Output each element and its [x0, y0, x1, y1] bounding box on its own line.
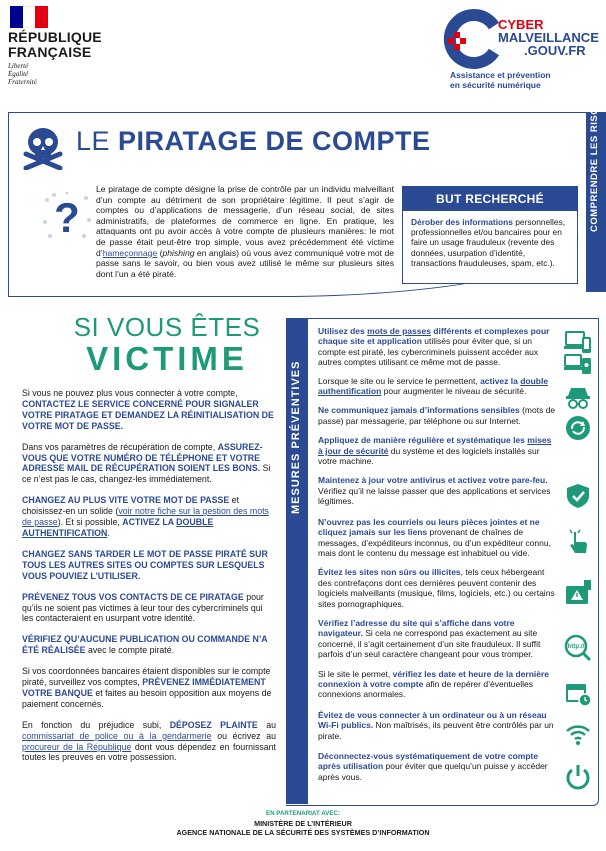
measure-5-bold: Maintenez à jour votre antivirus et activez votre pare-feu. — [318, 475, 548, 486]
measure-4 — [318, 435, 558, 466]
wifi-icon — [564, 720, 592, 748]
measure-9-tail: afin de repérer d’éventuelles connexions anormales. — [318, 678, 533, 700]
step-8-text-2: au — [257, 719, 276, 730]
title-bold: PIRATAGE DE COMPTE — [118, 126, 431, 156]
tagline-line-2: en sécurité numérique — [450, 80, 541, 90]
victim-step-7 — [22, 666, 276, 710]
step-3-text-2: ). Et si possible, — [57, 517, 123, 528]
step-6-text: avec le compte piraté. — [85, 645, 175, 656]
step-5-emphasis: PRÉVENEZ TOUS VOS CONTACTS DE CE PIRATAGE — [22, 591, 244, 602]
password-sheet-link[interactable]: voir notre fiche sur la gestion des mots de passe — [22, 506, 269, 528]
tagline-line-1: Assistance et prévention — [450, 70, 551, 80]
measure-8-bold: Vérifiez l’adresse du site qui s’affiche dans votre navigateur. — [318, 617, 515, 639]
logo-line-1: CYBER — [498, 17, 544, 32]
step-7-tail: et faites au besoin opposition aux moyens de paiement concernés. — [22, 687, 272, 709]
passwords-link[interactable]: mots de passes — [367, 326, 431, 336]
victim-step-3 — [22, 495, 276, 539]
logo-tagline — [450, 70, 590, 90]
shield-check-icon — [564, 482, 592, 510]
double-auth-link[interactable]: DOUBLE AUTHENTIFICATION — [22, 517, 214, 538]
logo-text — [498, 18, 599, 57]
step-8-tail: dont vous dépendez en fournissant toutes les preuves en votre possession. — [22, 741, 276, 763]
intro-part-3: en anglais) où vous avez communiqué votre mot de passe sans le savoir, ou bien vous avez utilisé le même sur plusieurs sites dont l’un a été piraté. — [96, 247, 395, 279]
power-icon — [564, 762, 592, 790]
logo-line-2: MALVEILLANCE — [498, 30, 599, 45]
logo-line-3: .GOUV.FR — [524, 43, 586, 58]
measure-10-bold: Évitez de vous connecter à un ordinateur ou à un réseau Wi-Fi publics. — [318, 709, 547, 731]
motto-fraternite: Fraternité — [8, 78, 37, 86]
skull-crossbones-icon — [20, 124, 66, 170]
measure-9-bold: vérifiez les date et heure de la dernière connexion à votre compte — [318, 668, 550, 689]
measure-7-text: , tels ceux hébergeant des contrefaçons dont ces dernières peuvent contenir des logiciels malveillants (musique, films, logiciels, etc.) ou certains sites pornographiques. — [318, 567, 555, 609]
victim-step-5 — [22, 592, 276, 625]
intro-part-2: ( — [157, 247, 163, 258]
section-tab-comprendre — [586, 85, 606, 292]
measure-4-bold: Appliquez de manière régulière et systématique les — [318, 435, 528, 446]
measure-10 — [318, 710, 558, 741]
victim-step-8 — [22, 720, 276, 764]
measure-6-bold: N’ouvrez pas les courriels ou leurs pièces jointes et ne cliquez jamais sur les liens — [318, 516, 540, 538]
step-7-emphasis: PRÉVENEZ IMMÉDIATEMENT VOTRE BANQUE — [22, 677, 266, 698]
measure-6 — [318, 517, 558, 559]
intro-italic: phishing — [162, 247, 195, 258]
double-auth-measure-link[interactable]: double authentification — [318, 375, 549, 397]
victim-step-4 — [22, 549, 276, 582]
measure-2-tail: pour augmenter le niveau de sécurité. — [381, 386, 527, 397]
measure-2-text: Lorsque le site ou le service le permettent, — [318, 375, 481, 386]
goal-body — [403, 211, 577, 274]
goal-heading: BUT RECHERCHÉ — [403, 187, 577, 211]
footer-partner: EN PARTENARIAT AVEC: — [265, 810, 341, 817]
step-3-end: . — [107, 527, 110, 538]
svg-text:?: ? — [54, 194, 80, 241]
measure-1-bold: Utilisez des — [318, 326, 368, 336]
url-icon-text: http:// — [567, 644, 585, 650]
step-1-text: Si vous ne pouvez plus vous connecter à votre compte, — [22, 388, 238, 398]
step-3-emphasis: CHANGEZ AU PLUS VITE VOTRE MOT DE PASSE — [22, 495, 230, 506]
spy-icon — [564, 384, 592, 412]
step-3-emphasis-2: ACTIVEZ LA — [122, 517, 177, 528]
victim-step-2 — [22, 442, 276, 486]
measure-1-text: utilisés pour éviter que, si un compte est piraté, les cybercriminels puissent accéder aux autres comptes utilisant ce même mot de passe. — [318, 336, 539, 368]
step-8-text: En fonction du préjudice subi, — [22, 719, 170, 730]
click-hand-icon — [564, 528, 592, 556]
measure-9 — [318, 669, 558, 700]
step-3-text: et choisissez-en un solide ( — [22, 495, 240, 517]
measure-11 — [318, 751, 558, 782]
step-1-emphasis: CONTACTEZ LE SERVICE CONCERNÉ POUR SIGNALER VOTRE PIRATAGE ET DEMANDEZ LA RÉINITIALISATION DE VOTRE MOT DE PASSE. — [22, 398, 274, 431]
step-8-emphasis: DÉPOSEZ PLAINTE — [169, 719, 258, 730]
measures-list — [318, 326, 558, 782]
intro-part-1: Le piratage de compte désigne la prise de contrôle par un individu malveillant d’un compte au détriment de son propriétaire légitime. Il peut s’agir de comptes ou d’applications de messagerie, d’un réseau social, de sites administratifs, de plateformes de commerce en ligne. En pratique, les attaquants ont pu avoir accès à votre compte de plusieurs manières: le mot de passe était peut-être trop simple, vous avez précédemment été victime d’ — [96, 184, 394, 258]
measure-3 — [318, 405, 558, 426]
measure-2-bold: activez la — [480, 375, 521, 386]
step-5-text: pour qu’ils ne soient pas victimes à leur tour des cybercriminels qui les contacteraient en usurpant votre identité. — [22, 591, 264, 624]
measure-3-bold: Ne communiquez jamais d’informations sensibles — [318, 405, 520, 416]
measure-2 — [318, 376, 558, 397]
measure-7 — [318, 567, 558, 609]
measure-10-text: Non maîtrisés, ils peuvent être contrôlés par un pirate. — [318, 720, 554, 741]
step-4-emphasis: CHANGEZ SANS TARDER LE MOT DE PASSE PIRATÉ SUR TOUS LES AUTRES SITES OU COMPTES SUR LESQUELS VOUS POUVIEZ L’UTILISER. — [22, 548, 268, 581]
measure-9-text: Si le site le permet, — [318, 668, 393, 679]
republic-motto — [8, 62, 37, 86]
victim-steps — [22, 388, 276, 773]
cybermalveillance-emblem-icon — [442, 8, 502, 70]
question-mark-icon — [42, 192, 92, 242]
victim-title-line-2: VICTIME — [86, 340, 248, 377]
intro-text — [96, 184, 394, 279]
republic-line-2: FRANÇAISE — [8, 44, 92, 60]
french-flag-logo — [10, 6, 48, 28]
updates-link[interactable]: mises à jour de sécurité — [318, 435, 552, 456]
republic-title — [8, 30, 102, 60]
goal-text: personnelles, professionnelles et/ou bancaires pour en faire un usage frauduleux (revente des données, usurpation d’identité, transactions frauduleuses, spam, etc.). — [411, 217, 566, 268]
magnifier-url-icon — [564, 634, 592, 662]
victim-step-6 — [22, 634, 276, 656]
goal-bold: Dérober des informations — [411, 217, 513, 227]
section-tab-label: COMPRENDRE LES RISQUES — [589, 85, 600, 232]
update-icon — [564, 414, 592, 442]
measure-4-text: du système et des logiciels installés sur votre machine. — [318, 445, 540, 467]
measure-5-text: Vérifiez qu’il ne laisse passer que des applications et services légitimes. — [318, 485, 551, 507]
step-6-emphasis: VÉRIFIEZ QU’AUCUNE PUBLICATION OU COMMANDE N’A ÉTÉ RÉALISÉE — [22, 634, 268, 656]
measure-7-bold: Évitez les sites non sûrs ou illicites — [318, 567, 461, 578]
double-auth-icon — [564, 350, 592, 378]
measure-6-text: provenant de chaînes de messages, d’expéditeurs inconnus, ou d’un expéditeur connu, mais dont le contenu du message est inhabituel ou vide. — [318, 527, 551, 558]
download-warning-icon — [564, 580, 592, 608]
measures-tab — [286, 318, 308, 804]
title-light: LE — [76, 126, 111, 156]
goal-box — [402, 186, 578, 284]
footer-agency: AGENCE NATIONALE DE LA SÉCURITÉ DES SYSTÈMES D’INFORMATION — [176, 828, 430, 837]
measure-8 — [318, 618, 558, 660]
footer-ministry: MINISTÈRE DE L’INTÉRIEUR — [254, 819, 352, 828]
measure-11-text: pour éviter que quelqu’un puisse y accéder après vous. — [318, 761, 548, 782]
victim-title-line-1: SI VOUS ÊTES — [73, 312, 261, 342]
step-2-emphasis: ASSUREZ-VOUS QUE VOTRE NUMÉRO DE TÉLÉPHONE ET VOTRE ADRESSE MAIL DE RÉCUPÉRATION SOIENT LES BONS. — [22, 441, 263, 474]
hameconnage-link[interactable]: hameçonnage — [102, 247, 158, 258]
motto-egalite: Égalité — [8, 70, 29, 78]
motto-liberte: Liberté — [8, 62, 29, 70]
measure-5 — [318, 475, 558, 506]
step-2-text: Dans vos paramètres de récupération de compte, — [22, 441, 218, 452]
measure-1 — [318, 326, 558, 368]
procureur-link[interactable]: procureur de la République — [22, 741, 132, 752]
victim-step-1 — [22, 388, 276, 432]
police-link[interactable]: commissariat de police ou à la gendarmerie — [22, 730, 212, 741]
republic-line-1: RÉPUBLIQUE — [8, 29, 102, 45]
calendar-clock-icon — [564, 680, 592, 708]
page-title — [76, 126, 431, 157]
measure-3-text: (mots de passe) par messagerie, par téléphone ou sur Internet. — [318, 405, 556, 426]
measure-11-bold: Déconnectez-vous systématiquement de votre compte après utilisation — [318, 751, 539, 772]
measure-8-text: Si cela ne correspond pas exactement au site concerné, il s’agit certainement d’un site frauduleux. Il suffit parfois d’un seul caractère changeant pour vous tromper. — [318, 628, 541, 660]
measure-1-bold-2: différents et complexes pour chaque site et application — [318, 326, 550, 347]
step-8-text-3: ou écrivez au — [211, 730, 276, 741]
measures-tab-label: MESURES PRÉVENTIVES — [290, 360, 302, 514]
step-2-tail: Si ce n’est pas le cas, changez-les immédiatement. — [22, 463, 271, 485]
step-7-text: Si vos coordonnées bancaires étaient disponibles sur le compte piraté, surveillez vos comptes, — [22, 666, 271, 688]
